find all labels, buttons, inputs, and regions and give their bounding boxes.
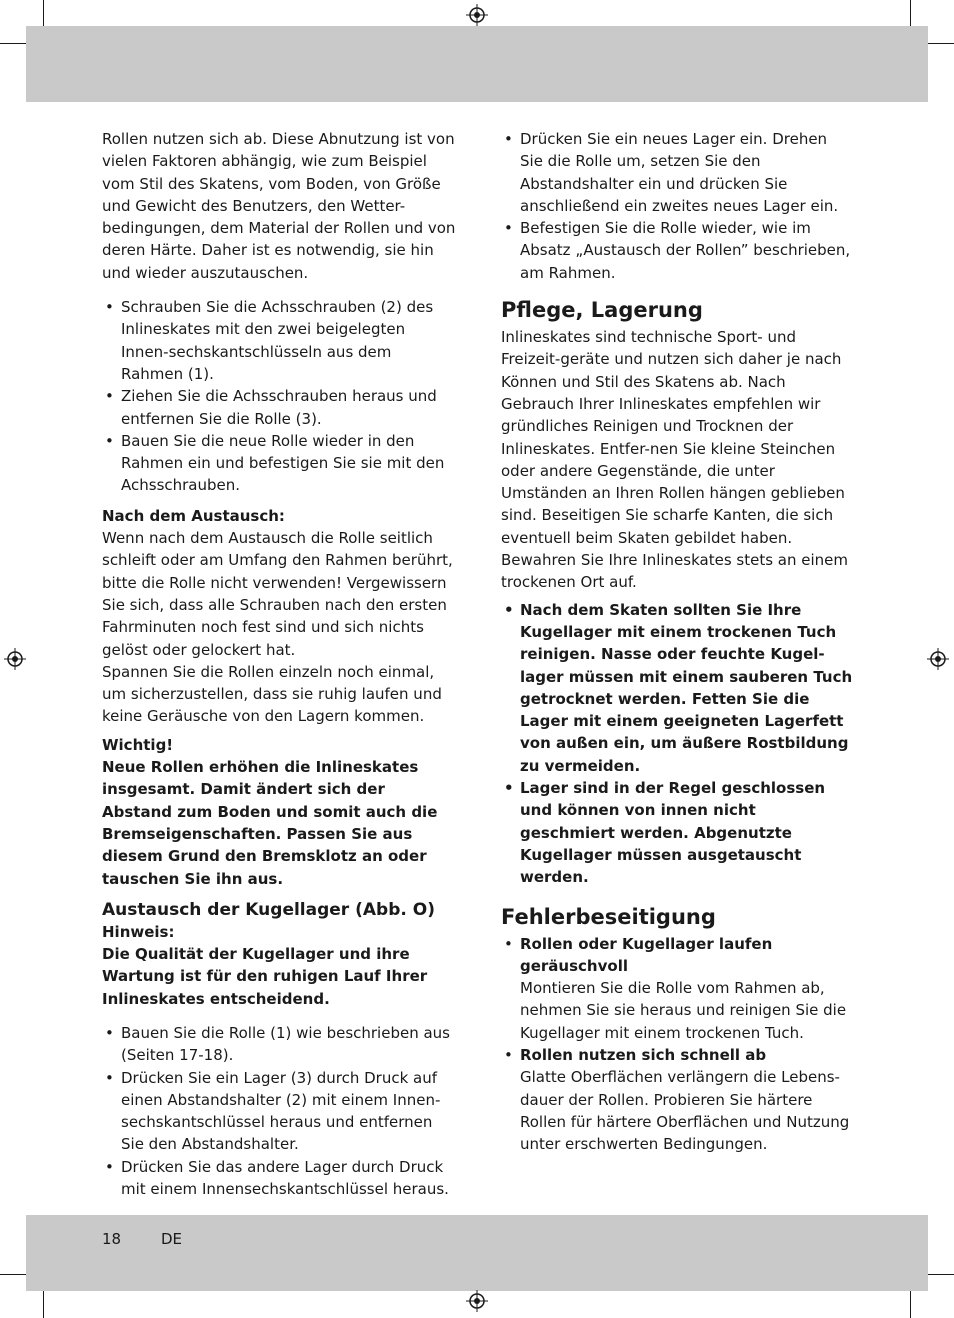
crop-mark [0,43,26,44]
important-paragraph: Neue Rollen erhöhen die Inlineskates insgesamt. Damit ändert sich der Abstand zum Boden und somit auch die Bremseigenschaften. Passen Sie aus diesem Grund den Bremsklotz an oder tauschen Sie ihn aus. [102,758,438,888]
care-heading: Pflege, Lagerung [501,298,703,323]
left-column [102,128,456,1200]
list-item [501,933,853,1044]
crop-mark [910,1291,911,1318]
registration-mark-icon [927,648,949,670]
trouble-text: Glatte Oberflächen verlängern die Lebens-dauer der Rollen. Probieren Sie härtere Rollen für härtere Oberflächen und Nutzung unter erschwerten Bedingungen. [520,1068,850,1154]
list-item: • Ziehen Sie die Achsschrauben heraus und entfernen Sie die Rolle (3). [102,385,456,430]
wheel-steps-list [102,296,456,497]
right-column [501,128,853,1155]
registration-mark-icon [4,648,26,670]
list-item: • Drücken Sie ein neues Lager ein. Drehen Sie die Rolle um, setzen Sie den Abstandshalter ein und drücken Sie anschließend ein zweites neues Lager ein. [501,128,853,217]
list-item: • Lager sind in der Regel geschlossen und können von innen nicht geschmiert werden. Abgenutzte Kugellager müssen ausgetauscht werden. [501,777,853,888]
list-item: • Befestigen Sie die Rolle wieder, wie im Absatz „Austausch der Rollen” beschrieben, am Rahmen. [501,217,853,284]
registration-mark-icon [466,4,488,26]
crop-mark [43,1291,44,1318]
trouble-heading: Fehlerbeseitigung [501,904,716,929]
trouble-title: • Rollen nutzen sich schnell ab [520,1045,767,1064]
list-item: • Drücken Sie ein Lager (3) durch Druck auf einen Abstandshalter (2) mit einem Innen-sechskantschlüssel heraus und entfernen Sie den Abstandshalter. [102,1067,456,1156]
after-paragraph-2: Spannen Sie die Rollen einzeln noch einmal, um sicherzustellen, dass sie ruhig laufen und keine Geräusche von den Lagern kommen. [102,662,442,726]
note-paragraph: Die Qualität der Kugellager und ihre Wartung ist für den ruhigen Lauf Ihrer Inlineskates entscheidend. [102,945,428,1008]
footer-band [26,1215,928,1291]
care-bold-list [501,599,853,889]
trouble-text: Montieren Sie die Rolle vom Rahmen ab, nehmen Sie sie heraus und reinigen Sie die Kugellager mit einem trockenen Tuch. [520,979,847,1042]
registration-mark-icon [466,1290,488,1312]
after-paragraph: Wenn nach dem Austausch die Rolle seitlich schleift oder am Umfang den Rahmen berührt, bitte die Rolle nicht verwenden! Vergewissern Sie sich, dass alle Schrauben nach den ersten Fahrminuten noch fest sind und sich nichts gelöst oder gelockert hat. [102,529,453,659]
crop-mark [910,0,911,26]
trouble-title: • Rollen oder Kugellager laufen geräuschvoll [520,934,773,975]
crop-mark [0,1274,26,1275]
important-heading: Wichtig! [102,735,174,754]
crop-mark [928,43,954,44]
bearing-heading: Austausch der Kugellager (Abb. O) [102,899,435,920]
page-number: 18 [102,1230,122,1248]
after-heading: Nach dem Austausch: [102,506,285,525]
list-item: • Schrauben Sie die Achsschrauben (2) des Inlineskates mit den zwei beigelegten Innen-sechskantschlüsseln aus dem Rahmen (1). [102,296,456,385]
list-item: • Bauen Sie die Rolle (1) wie beschrieben aus (Seiten 17-18). [102,1022,456,1067]
list-item [501,1044,853,1155]
bearing-steps-list-continued [501,128,853,284]
bearing-steps-list [102,1022,456,1200]
header-band [26,26,928,102]
language-code: DE [161,1230,183,1248]
note-heading: Hinweis: [102,922,175,941]
crop-mark [43,0,44,26]
trouble-list [501,933,853,1156]
list-item: • Nach dem Skaten sollten Sie Ihre Kugellager mit einem trockenen Tuch reinigen. Nasse oder feuchte Kugel-lager müssen mit einem sauberen Tuch getrocknet werden. Fetten Sie die Lager mit einem geeigneten Lagerfett von außen ein, um äußere Rostbildung zu vermeiden. [501,599,853,777]
care-paragraph: Inlineskates sind technische Sport- und Freizeit-geräte und nutzen sich daher je nach Können und Stil des Skatens ab. Nach Gebrauch Ihrer Inlineskates empfehlen wir gründliches Reinigen und Trocknen der Inlineskates. Entfer-nen Sie kleine Steinchen oder andere Gegenstände, die unter Umständen an Ihren Rollen hängen geblieben sind. Beseitigen Sie scharfe Kanten, die sich eventuell beim Skaten gebildet haben. Bewahren Sie Ihre Inlineskates stets an einem trockenen Ort auf. [501,328,848,592]
intro-paragraph: Rollen nutzen sich ab. Diese Abnutzung ist von vielen Faktoren abhängig, wie zum Beispiel vom Stil des Skatens, vom Boden, von Größe und Gewicht des Benutzers, den Wetter-bedingungen, dem Material der Rollen und von deren Härte. Daher ist es notwendig, sie hin und wieder auszutauschen. [102,130,456,282]
list-item: • Bauen Sie die neue Rolle wieder in den Rahmen ein und befestigen Sie sie mit den Achsschrauben. [102,430,456,497]
crop-mark [928,1274,954,1275]
list-item: • Drücken Sie das andere Lager durch Druck mit einem Innensechskantschlüssel heraus. [102,1156,456,1201]
